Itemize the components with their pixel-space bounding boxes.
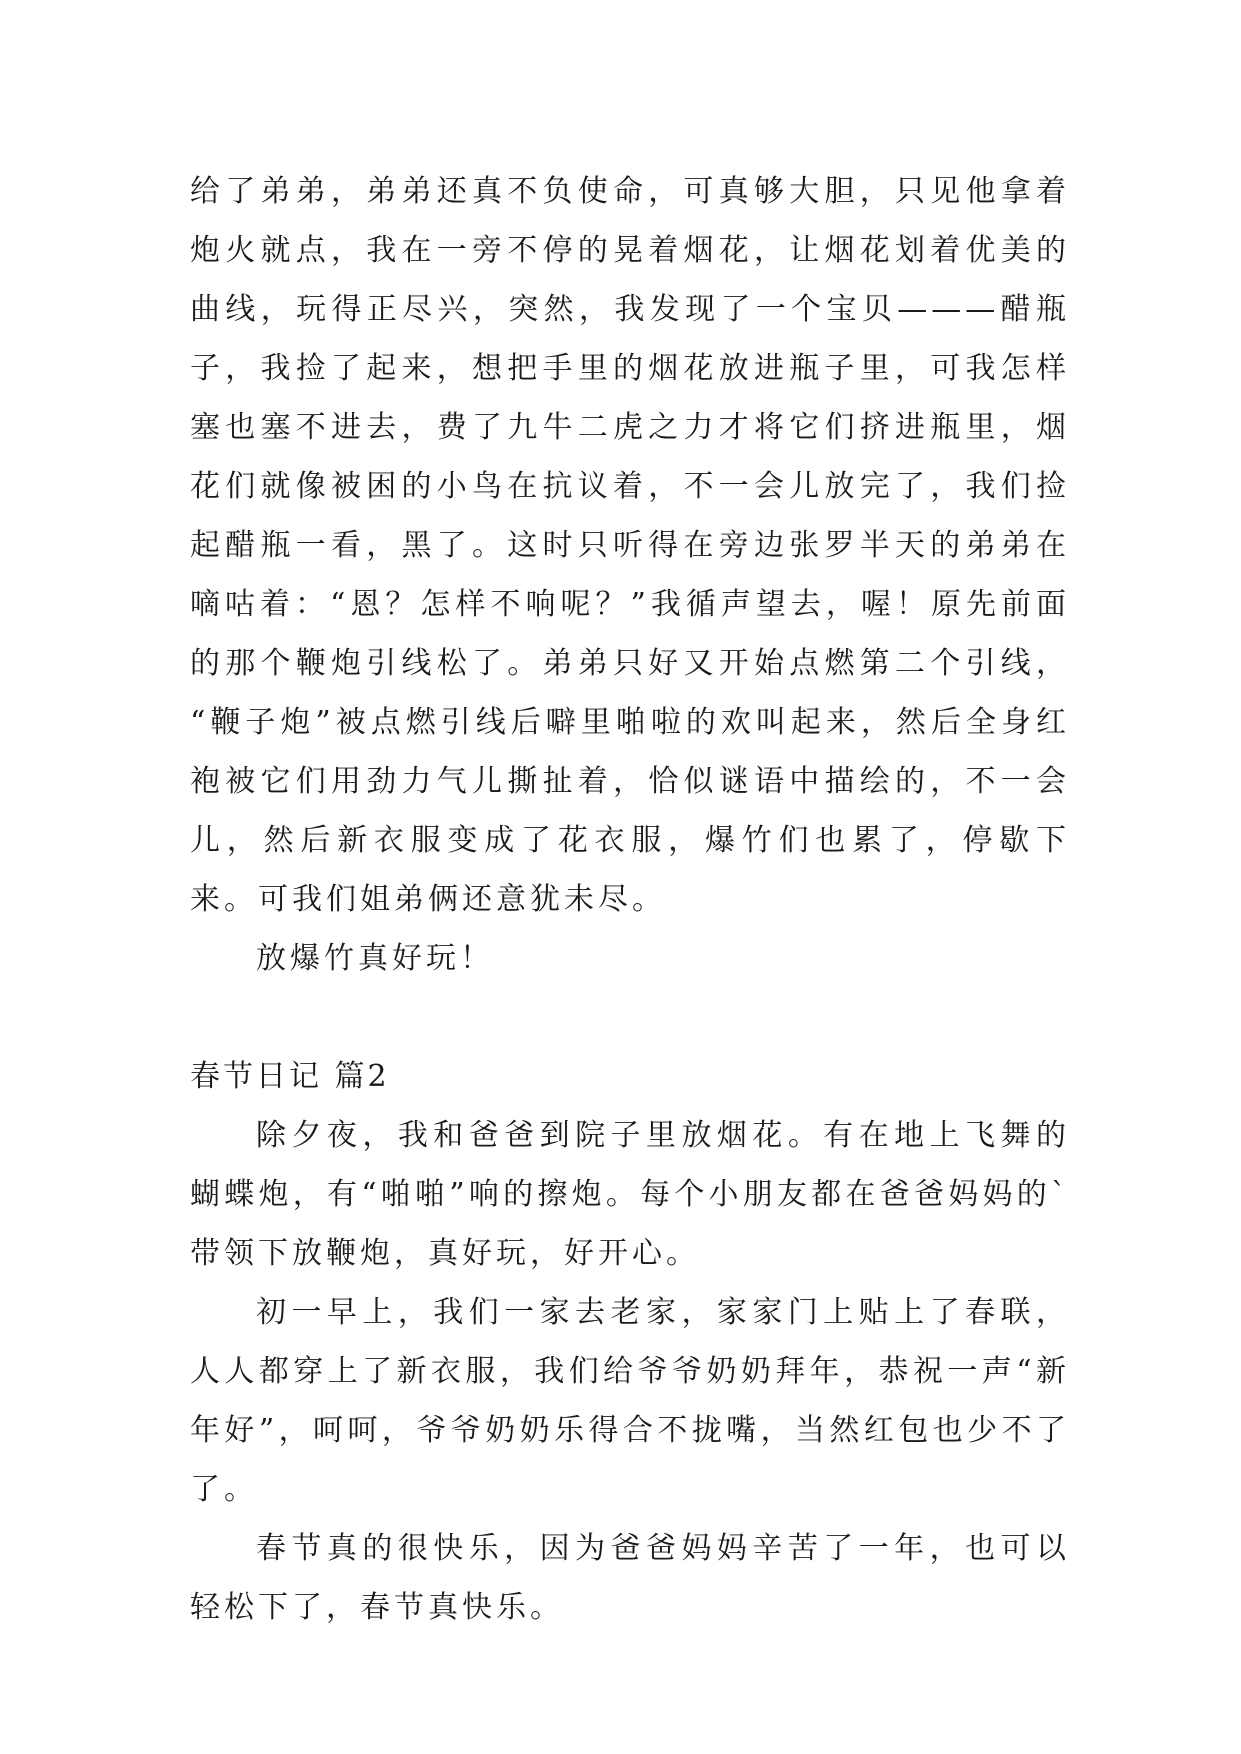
paragraph-happy-spring-festival: 春节真的很快乐，因为爸爸妈妈辛苦了一年，也可以轻松下了，春节真快乐。 [190, 1531, 1070, 1625]
paragraph-firecracker-story: 给了弟弟，弟弟还真不负使命，可真够大胆，只见他拿着炮火就点，我在一旁不停的晃着烟花，让烟花划着优美的曲线，玩得正尽兴，突然，我发现了一个宝贝———醋瓶子，我捡了起来，想把手里的烟花放进瓶子里，可我怎样塞也塞不进去，费了九牛二虎之力才将它们挤进瓶里，烟花们就像被困的小鸟在抗议着，不一会儿放完了，我们捡起醋瓶一看，黑了。这时只听得在旁边张罗半天的弟弟在嘀咕着：“恩？怎样不响呢？”我循声望去，喔！原先前面的那个鞭炮引线松了。弟弟只好又开始点燃第二个引线， “鞭子炮”被点燃引线后噼里啪啦的欢叫起来，然后全身红袍被它们用劲力气儿撕扯着，恰似谜语中描绘的，不一会儿，然后新衣服变成了花衣服，爆竹们也累了，停歇下来。可我们姐弟俩还意犹未尽。 [190, 174, 1070, 917]
paragraph-firecracker-fun: 放爆竹真好玩！ [256, 941, 494, 976]
document-page [190, 162, 1070, 1637]
section-spacer [190, 988, 1070, 1047]
paragraph-first-morning: 初一早上，我们一家去老家，家家门上贴上了春联，人人都穿上了新衣服，我们给爷爷奶奶拜年，恭祝一声“新年好”，呵呵，爷爷奶奶乐得合不拢嘴，当然红包也少不了了。 [190, 1295, 1070, 1507]
paragraph-new-years-eve: 除夕夜，我和爸爸到院子里放烟花。有在地上飞舞的蝴蝶炮，有“啪啪”响的擦炮。每个小朋友都在爸爸妈妈的`带领下放鞭炮，真好玩，好开心。 [190, 1118, 1070, 1271]
section-heading: 春节日记 篇2 [190, 1059, 390, 1094]
